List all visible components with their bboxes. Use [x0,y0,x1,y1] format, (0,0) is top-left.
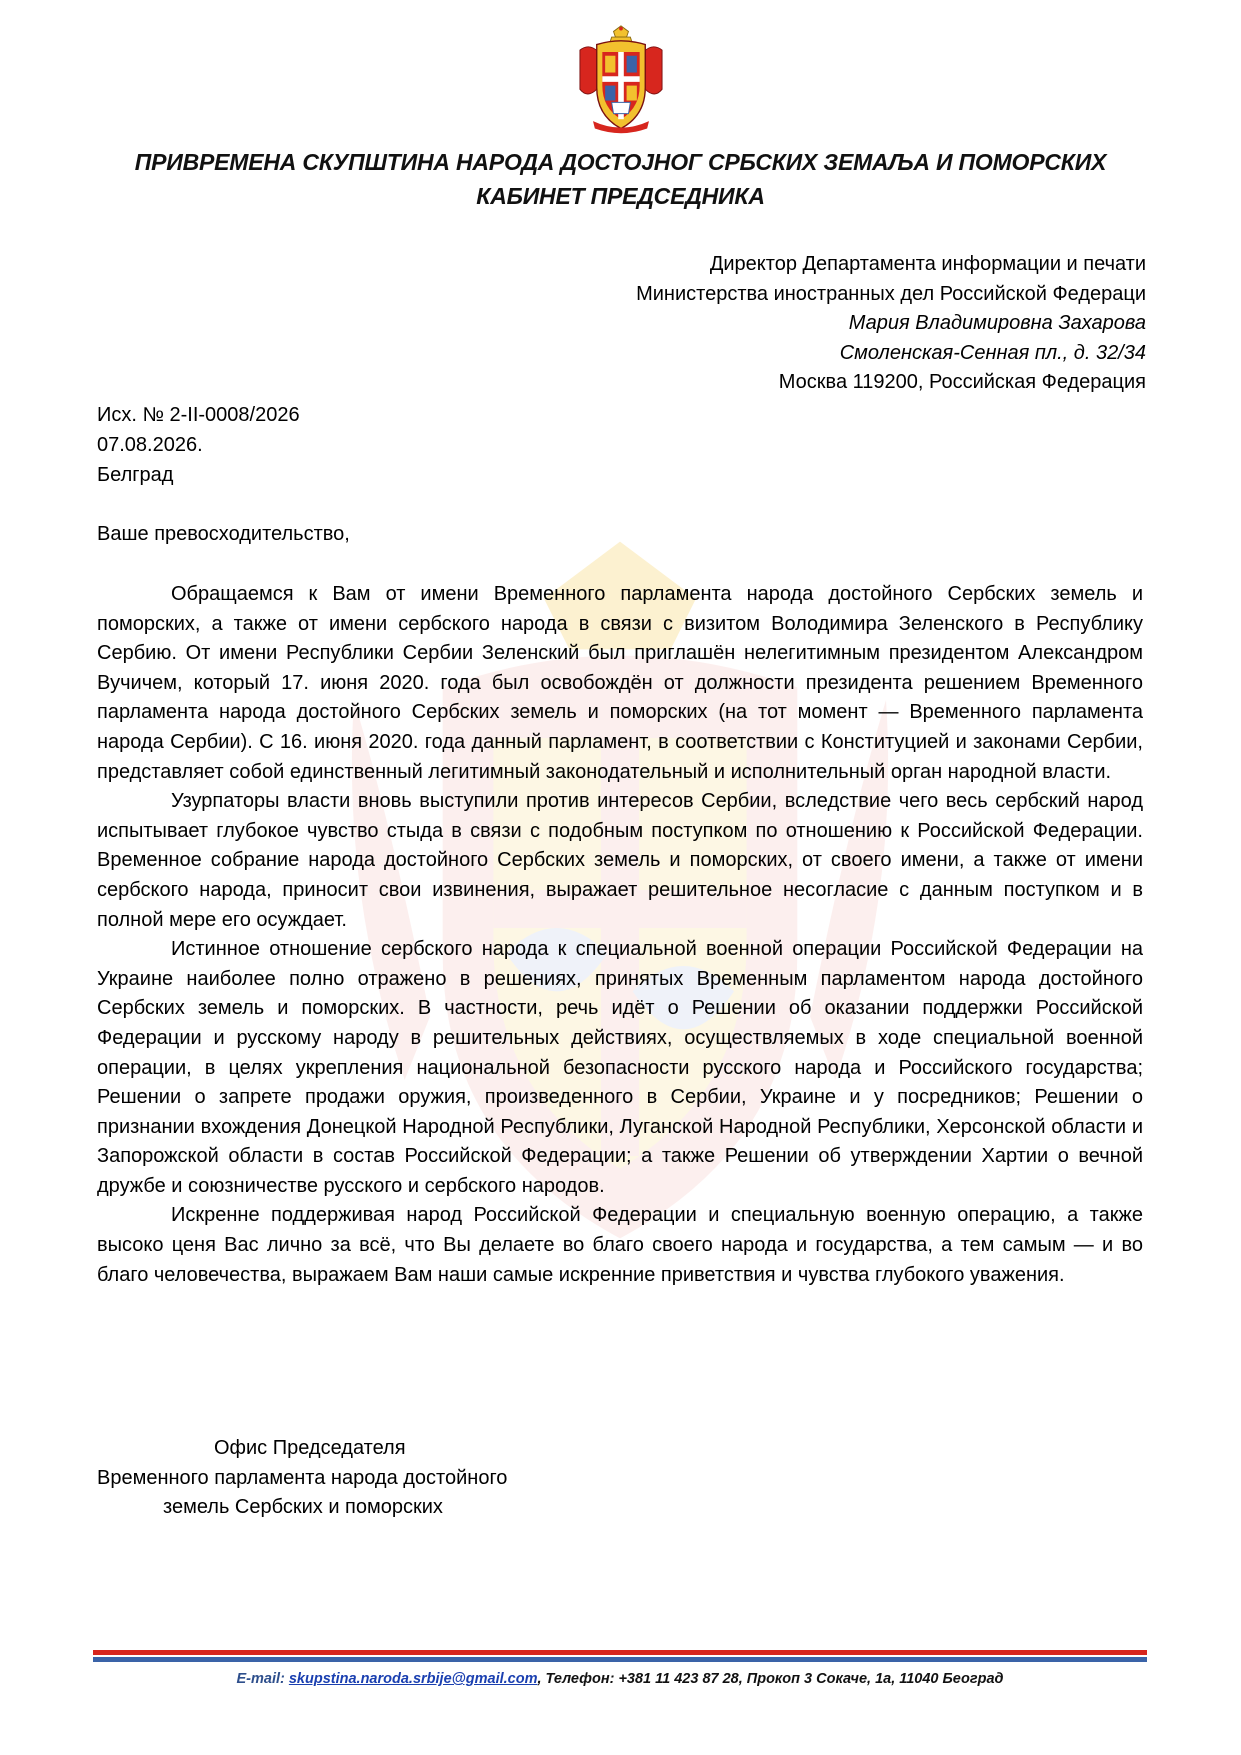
recipient-city: Москва 119200, Российская Федерация [778,371,1146,393]
signature-lands: земель Сербских и поморских [163,1496,443,1519]
recipient-position: Директор Департамента информации и печати [709,253,1146,275]
letter-date: 07.08.2026. [97,434,203,456]
signature-block [97,1434,507,1523]
coat-of-arms-logo [574,24,668,136]
recipient-ministry: Министерства иностранных дел Российской Федераци [636,282,1146,305]
paragraph: Обращаемся к Вам от имени Временного парламента народа достойного Сербских земель и поморских, а также от имени сербского народа в связи с визитом Володимира Зеленского в Республику Сербию. От имени Республики Сербии Зеленский был приглашён нелегитимным президентом Александром Вучичем, который 17. июня 2020. года был освобождён от должности президента решением Временного парламента народа достойного Сербских земель и поморских (на тот момент — Временного парламента народа Сербии). С 16. июня 2020. года данный парламент, в соответствии с Конституцией и законами Сербии, представляет собой единственный легитимный законодательный и исполнительный орган народной власти. [97,583,1143,783]
cabinet-title: КАБИНЕТ ПРЕДСЕДНИКА [476,183,765,209]
recipient-address: Смоленская-Сенная пл., д. 32/34 [839,341,1146,364]
paragraph: Узурпаторы власти вновь выступили против интересов Сербии, вследствие чего весь сербский народ испытывает глубокое чувство стыда в связи с подобным поступком по отношению к Российской Федерации. Временное собрание народа достойного Сербских земель и поморских, от своего имени, а также от имени сербского народа, приносит свои извинения, выражает решительное несогласие с данным поступком и в полной мере его осуждает. [97,790,1143,931]
recipient-name: Мария Владимировна Захарова [848,312,1146,334]
letter-place: Белград [97,464,174,486]
email-label: E-mail: [236,1671,285,1687]
letter-body [97,580,1143,1290]
email-link[interactable]: skupstina.naroda.srbije@gmail.com [288,1671,538,1687]
organization-title: ПРИВРЕМЕНА СКУПШТИНА НАРОДА ДОСТОЈНОГ СРБСКИХ ЗЕМАЉА И ПОМОРСКИХ [134,149,1107,175]
signature-parliament: Временного парламента народа достойного [97,1466,508,1489]
signature-office: Офис Председателя [214,1437,406,1459]
paragraph: Искренне поддерживая народ Российской Федерации и специальную военную операцию, а также высоко ценя Вас лично за всё, что Вы делаете во благо своего народа и государства, а тем самым — и во благо человечества, выражаем Вам наши самые искренние приветствия и чувства глубокого уважения. [97,1204,1143,1286]
footer-contact [93,1671,1147,1687]
letter-meta [97,400,300,490]
recipient-block [446,250,1146,398]
reference-number: Исх. № 2-II-0008/2026 [97,404,300,426]
footer-divider [93,1650,1147,1662]
paragraph: Истинное отношение сербского народа к специальной военной операции Российской Федерации на Украине наиболее полно отражено в решениях, принятых Временным парламентом народа достойного Сербских земель и поморских. В частности, речь идёт о Решении об оказании поддержки Российской Федерации и русскому народу в решительных действиях, осуществляемых в ходе специальной военной операции, в целях укрепления национальной безопасности русского народа и Российского государства; Решении о запрете продажи оружия, произведенного в Сербии, Украине и у посредников; Решении о признании вхождения Донецкой Народной Республики, Луганской Народной Республики, Херсонской области и Запорожской области в состав Российской Федерации; а также Решении об утверждении Хартии о вечной дружбе и союзничестве русского и сербского народов. [97,938,1143,1197]
contact-details: , Телефон: +381 11 423 87 28, Прокоп 3 Сокаче, 1а, 11040 Београд [537,1671,1004,1687]
salutation: Ваше превосходительство, [97,523,350,545]
